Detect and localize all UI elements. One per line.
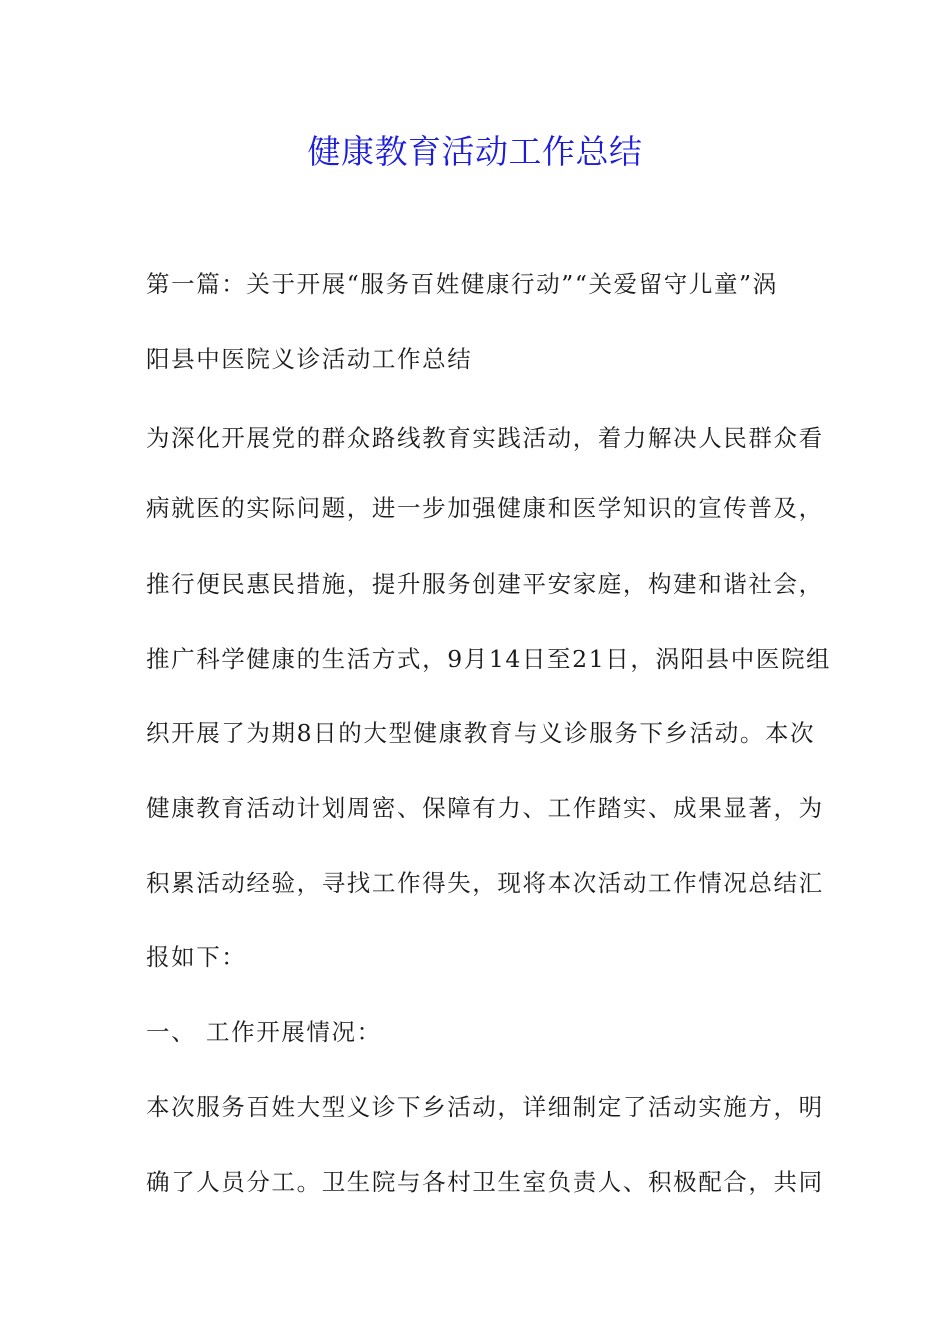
paragraph-line: 织开展了为期8日的大型健康教育与义诊服务下乡活动。本次 — [146, 719, 816, 747]
paragraph-line: 病就医的实际问题，进一步加强健康和医学知识的宣传普及， — [146, 494, 824, 522]
paragraph-line: 确了人员分工。卫生院与各村卫生室负责人、积极配合，共同 — [146, 1168, 824, 1196]
section-heading — [146, 1015, 810, 1049]
section-title: 工作开展情况： — [206, 1018, 382, 1046]
paragraph-line: 报如下： — [146, 943, 247, 971]
paragraph-line: 为深化开展党的群众路线教育实践活动，着力解决人民群众看 — [146, 424, 824, 452]
section-number: 一、 — [146, 1018, 197, 1046]
chapter-heading-line-1: 第一篇：关于开展“服务百姓健康行动”“关爱留守儿童”涡 — [146, 270, 778, 298]
paragraph-line: 本次服务百姓大型义诊下乡活动，详细制定了活动实施方，明 — [146, 1093, 824, 1121]
paragraph-line: 推广科学健康的生活方式，9月14日至21日，涡阳县中医院组 — [146, 645, 832, 673]
paragraph-line: 健康教育活动计划周密、保障有力、工作踏实、成果显著，为 — [146, 794, 824, 822]
chapter-heading-line-2: 阳县中医院义诊活动工作总结 — [146, 345, 473, 373]
document-title: 健康教育活动工作总结 — [307, 132, 643, 171]
paragraph-line: 积累活动经验，寻找工作得失，现将本次活动工作情况总结汇 — [146, 869, 824, 897]
paragraph-line: 推行便民惠民措施，提升服务创建平安家庭，构建和谐社会， — [146, 570, 824, 598]
